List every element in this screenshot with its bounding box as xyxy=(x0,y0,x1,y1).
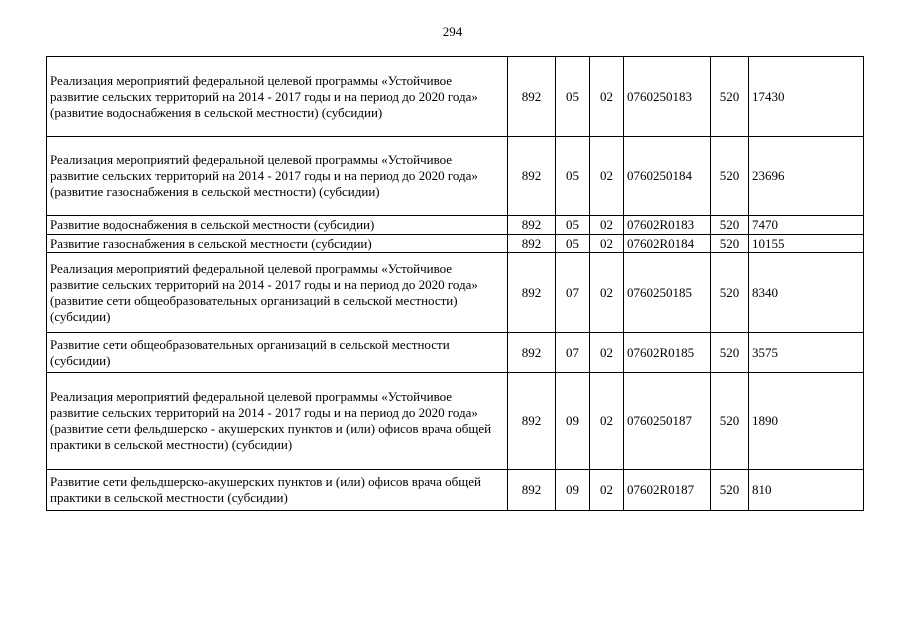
section-code: 05 xyxy=(556,137,590,216)
expense-type: 520 xyxy=(711,235,749,253)
row-description: Развитие водоснабжения в сельской местности (субсидии) xyxy=(47,216,508,235)
section-code: 07 xyxy=(556,333,590,373)
target-article: 07602R0183 xyxy=(624,216,711,235)
amount: 7470 xyxy=(749,216,864,235)
amount: 810 xyxy=(749,470,864,511)
amount: 23696 xyxy=(749,137,864,216)
subsection-code: 02 xyxy=(590,470,624,511)
amount: 1890 xyxy=(749,373,864,470)
subsection-code: 02 xyxy=(590,373,624,470)
ministry-code: 892 xyxy=(508,470,556,511)
table-row xyxy=(47,253,864,333)
section-code: 05 xyxy=(556,57,590,137)
ministry-code: 892 xyxy=(508,333,556,373)
expense-type: 520 xyxy=(711,216,749,235)
budget-table xyxy=(46,56,864,511)
target-article: 07602R0185 xyxy=(624,333,711,373)
ministry-code: 892 xyxy=(508,373,556,470)
table-row xyxy=(47,373,864,470)
amount: 8340 xyxy=(749,253,864,333)
subsection-code: 02 xyxy=(590,216,624,235)
table-row xyxy=(47,137,864,216)
expense-type: 520 xyxy=(711,373,749,470)
ministry-code: 892 xyxy=(508,235,556,253)
row-description: Развитие сети фельдшерско-акушерских пунктов и (или) офисов врача общей практики в сельской местности (субсидии) xyxy=(47,470,508,511)
section-code: 09 xyxy=(556,373,590,470)
section-code: 09 xyxy=(556,470,590,511)
ministry-code: 892 xyxy=(508,216,556,235)
subsection-code: 02 xyxy=(590,235,624,253)
expense-type: 520 xyxy=(711,333,749,373)
page-number: 294 xyxy=(442,24,463,39)
expense-type: 520 xyxy=(711,137,749,216)
target-article: 0760250185 xyxy=(624,253,711,333)
expense-type: 520 xyxy=(711,253,749,333)
row-description: Развитие газоснабжения в сельской местности (субсидии) xyxy=(47,235,508,253)
amount: 10155 xyxy=(749,235,864,253)
row-description: Реализация мероприятий федеральной целевой программы «Устойчивое развитие сельских территорий на 2014 - 2017 годы и на период до 2020 года» (развитие сети фельдшерско - акушерских пунктов и (или) офисов врача общей практики в сельской местности) (субсидии) xyxy=(47,373,508,470)
row-description: Развитие сети общеобразовательных организаций в сельской местности (субсидии) xyxy=(47,333,508,373)
table-row xyxy=(47,57,864,137)
amount: 3575 xyxy=(749,333,864,373)
target-article: 07602R0184 xyxy=(624,235,711,253)
subsection-code: 02 xyxy=(590,137,624,216)
target-article: 0760250184 xyxy=(624,137,711,216)
subsection-code: 02 xyxy=(590,253,624,333)
row-description: Реализация мероприятий федеральной целевой программы «Устойчивое развитие сельских территорий на 2014 - 2017 годы и на период до 2020 года» (развитие газоснабжения в сельской местности) (субсидии) xyxy=(47,137,508,216)
target-article: 0760250183 xyxy=(624,57,711,137)
table-row xyxy=(47,470,864,511)
section-code: 05 xyxy=(556,235,590,253)
target-article: 07602R0187 xyxy=(624,470,711,511)
ministry-code: 892 xyxy=(508,253,556,333)
section-code: 07 xyxy=(556,253,590,333)
table-row xyxy=(47,235,864,253)
target-article: 0760250187 xyxy=(624,373,711,470)
table-row xyxy=(47,333,864,373)
subsection-code: 02 xyxy=(590,333,624,373)
section-code: 05 xyxy=(556,216,590,235)
row-description: Реализация мероприятий федеральной целевой программы «Устойчивое развитие сельских территорий на 2014 - 2017 годы и на период до 2020 года» (развитие сети общеобразовательных организаций в сельской местности) (субсидии) xyxy=(47,253,508,333)
expense-type: 520 xyxy=(711,470,749,511)
ministry-code: 892 xyxy=(508,137,556,216)
expense-type: 520 xyxy=(711,57,749,137)
table-row xyxy=(47,216,864,235)
subsection-code: 02 xyxy=(590,57,624,137)
row-description: Реализация мероприятий федеральной целевой программы «Устойчивое развитие сельских территорий на 2014 - 2017 годы и на период до 2020 года» (развитие водоснабжения в сельской местности) (субсидии) xyxy=(47,57,508,137)
ministry-code: 892 xyxy=(508,57,556,137)
amount: 17430 xyxy=(749,57,864,137)
